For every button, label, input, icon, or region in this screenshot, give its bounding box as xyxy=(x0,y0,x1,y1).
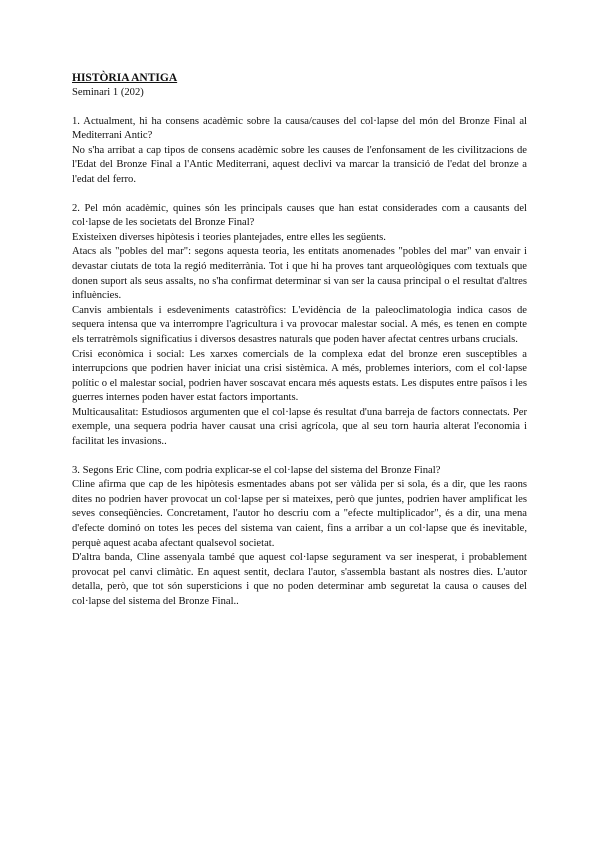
answer-2-paragraph-5: Multicausalitat: Estudiosos argumenten que el col·lapse és resultat d'una barreja de factors connectats. Per exemple, una sequera podria haver causat una crisi agrícola, que al seu torn hauria alterat l'economia i facilitat les invasions.. xyxy=(72,406,527,448)
answer-2-paragraph-3: Canvis ambientals i esdeveniments catastròfics: L'evidència de la paleoclimatologia indica casos de sequera intensa que va interrompre l'agricultura i va provocar malestar social. A més, es tenen en compte els terratrèmols significatius i diversos desastres naturals que poden haver afectat centres urbans crucials. xyxy=(72,304,527,345)
answer-2-paragraph-4: Crisi econòmica i social: Les xarxes comercials de la complexa edat del bronze eren susceptibles a interrupcions que podrien haver iniciat una crisi sistèmica. A més, problemes interiors, com el col·lapse polític o el malestar social, podrien haver soscavat encara més aquests estats. Les disputes entre països i les guerres internes poden haver estat factors importants. xyxy=(72,348,527,404)
document-subtitle: Seminari 1 (202) xyxy=(72,87,144,98)
answer-2-paragraph-2: Atacs als "pobles del mar": segons aquesta teoria, les entitats anomenades "pobles del mar" van envair i devastar ciutats de tota la regió mediterrània. Tot i que hi ha proves tant arqueològiques com textuals que donen suport als seus assalts, no s'ha confirmat determinar si van ser la causa principal o el resultat d'altres influències. xyxy=(72,246,527,302)
document-title: HISTÒRIA ANTIGA xyxy=(72,72,178,84)
answer-3-paragraph-2: D'altra banda, Cline assenyala també que aquest col·lapse segurament va ser inesperat, i probablement provocat pel canvi climàtic. En aquest sentit, declara l'autor, s'assembla bastant als nostres dies. L'autor detalla, però, que tot són supersticions i que no poden determinar amb seguretat la causa o causes del col·lapse del sistema del Bronze Final.. xyxy=(72,552,527,607)
question-2: 2. Pel món acadèmic, quines són les principals causes que han estat considerades com a causants del col·lapse de les societats del Bronze Final? xyxy=(72,202,527,229)
question-3: 3. Segons Eric Cline, com podria explicar-se el col·lapse del sistema del Bronze Final? xyxy=(72,464,441,476)
question-1: 1. Actualment, hi ha consens acadèmic sobre la causa/causes del col·lapse del món del Bronze Final al Mediterrani Antic? xyxy=(72,115,527,142)
answer-2-paragraph-1: Existeixen diverses hipòtesis i teories plantejades, entre elles les següents. xyxy=(72,231,386,243)
section-3 xyxy=(72,464,527,610)
section-2 xyxy=(72,202,527,450)
answer-1-paragraph-1: No s'ha arribat a cap tipos de consens acadèmic sobre les causes de l'enfonsament de les civilitzacions de l'Edat del Bronze Final a l'Antic Mediterrani, aquest declivi va marcar la transició de l'edat del bronze a l'edat del ferro. xyxy=(72,144,527,185)
answer-3-paragraph-1: Cline afirma que cap de les hipòtesis esmentades abans pot ser vàlida per si sola, és a dir, que les raons dites no podrien haver provocat un col·lapse per si mateixes, però que juntes, podrien haver amplificat les seves conseqüències. Concretament, l'autor ho descriu com a "efecte multiplicador", és a dir, una mena d'efecte dominó on totes les peces del sistema van caient, fins a arribar a un col·lapse que és inevitable, perquè aquest acaba afectant qualsevol societat. xyxy=(72,479,527,549)
document-page xyxy=(72,70,527,610)
section-1 xyxy=(72,115,527,188)
